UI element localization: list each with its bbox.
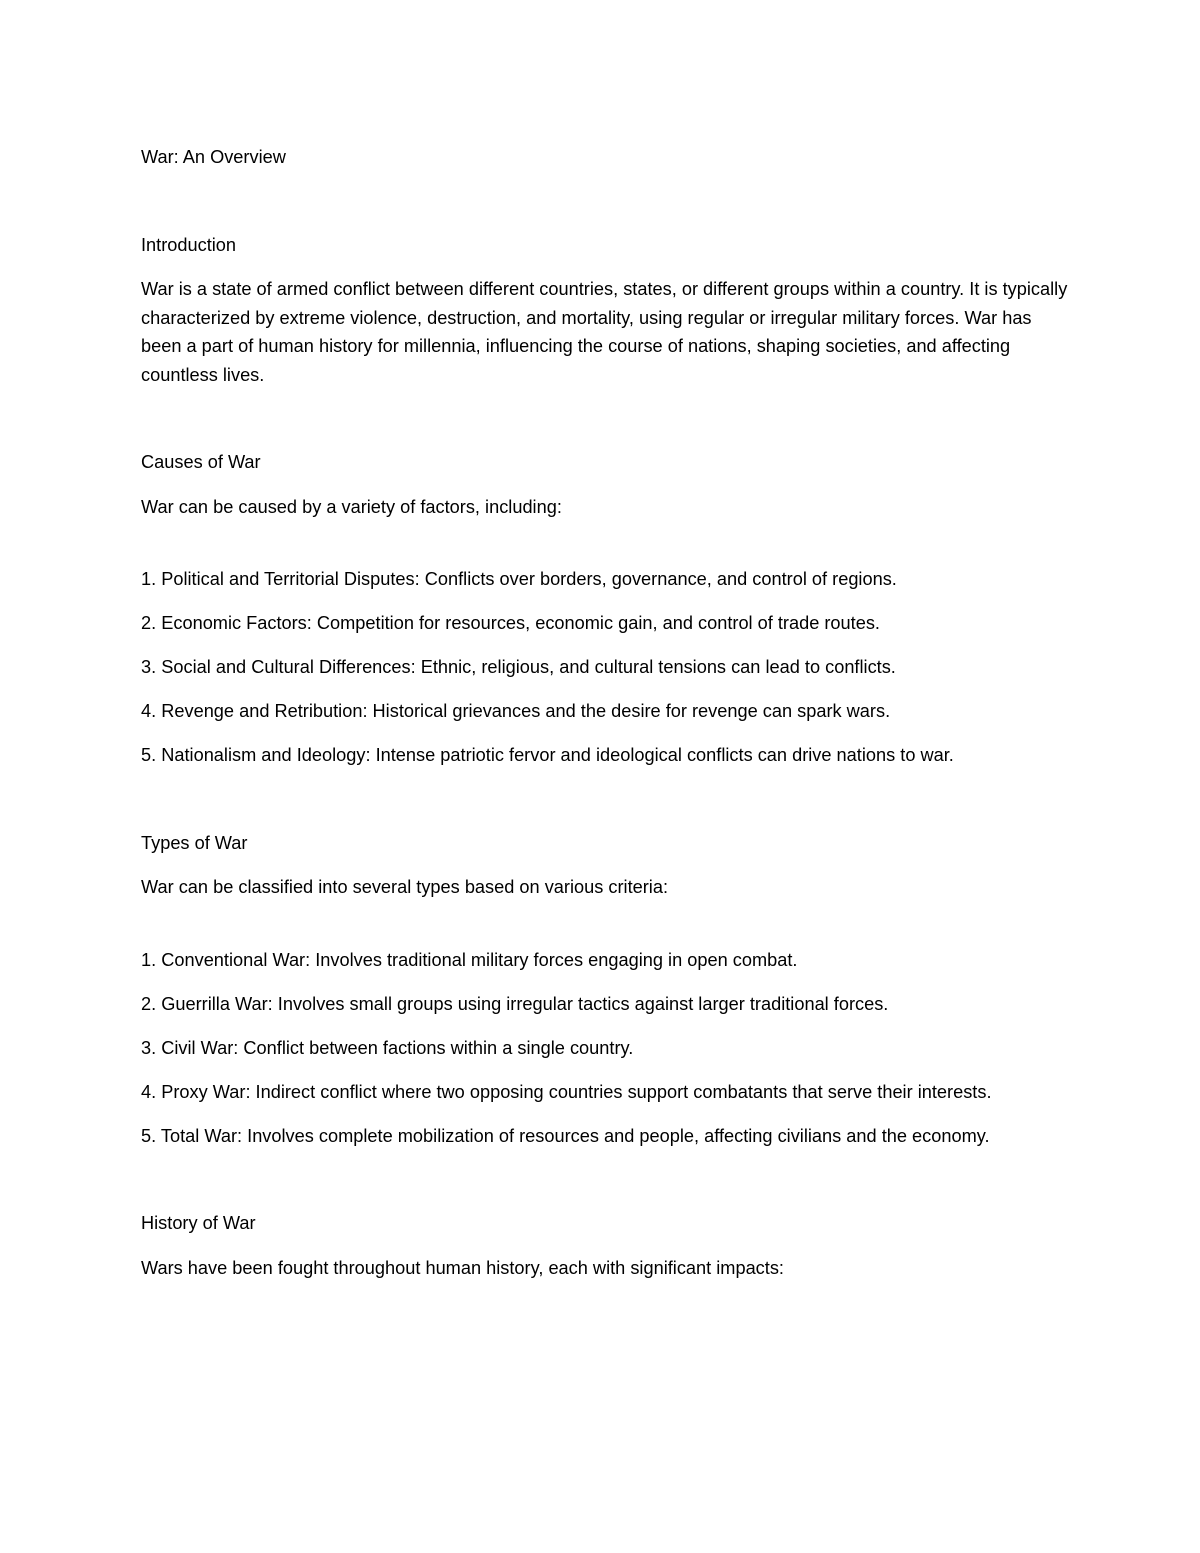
list-item [141,990,1071,1019]
introduction-paragraph: War is a state of armed conflict between different countries, states, or different groups within a country. It is typically characterized by extreme violence, destruction, and mortality, using regular or irregular military forces. War has been a part of human history for millennia, influencing the course of nations, shaping societies, and affecting countless lives. [141,279,1068,385]
section-introduction [141,231,1071,390]
list-item-text: Civil War: Conflict between factions within a single country. [161,1037,634,1058]
list-item [141,697,1071,726]
list-item-number: 2. [141,613,157,633]
section-history [141,1209,1071,1282]
list-item [141,741,1071,770]
causes-intro: War can be caused by a variety of factors, including: [141,496,562,517]
section-heading-history: History of War [141,1213,256,1233]
history-intro: Wars have been fought throughout human history, each with significant impacts: [141,1257,784,1278]
list-item-number: 1. [141,569,157,589]
list-item [141,609,1071,638]
section-causes [141,448,1071,770]
list-item-text: Social and Cultural Differences: Ethnic, religious, and cultural tensions can lead to conflicts. [161,657,896,677]
list-item-text: Guerrilla War: Involves small groups using irregular tactics against larger traditional forces. [161,993,889,1014]
list-item-number: 5. [141,745,157,765]
list-item [141,946,1071,975]
list-item [141,653,1071,682]
list-item [141,1078,1071,1107]
list-item-number: 3. [141,657,157,677]
section-heading-causes: Causes of War [141,452,261,472]
list-item-text: Proxy War: Indirect conflict where two opposing countries support combatants that serve their interests. [161,1081,992,1102]
list-item-text: Revenge and Retribution: Historical grievances and the desire for revenge can spark wars. [161,701,891,721]
list-item [141,565,1071,594]
section-types [141,829,1071,1151]
list-item-text: Economic Factors: Competition for resources, economic gain, and control of trade routes. [161,613,880,633]
list-item-number: 5. [141,1125,157,1146]
list-item-number: 3. [141,1037,157,1058]
section-heading-introduction: Introduction [141,234,237,255]
list-item-text: Conventional War: Involves traditional military forces engaging in open combat. [161,949,798,970]
types-intro: War can be classified into several types based on various criteria: [141,877,669,897]
section-heading-types: Types of War [141,832,248,853]
list-item-number: 4. [141,1081,157,1102]
causes-list [141,565,1071,770]
list-item-text: Total War: Involves complete mobilization of resources and people, affecting civilians and the economy. [160,1125,990,1146]
list-item-number: 4. [141,701,157,721]
types-list [141,946,1071,1151]
list-item [141,1034,1071,1063]
list-item-text: Political and Territorial Disputes: Conflicts over borders, governance, and control of regions. [161,569,897,589]
list-item-number: 1. [141,949,157,970]
list-item-text: Nationalism and Ideology: Intense patriotic fervor and ideological conflicts can drive nations to war. [161,745,954,765]
list-item [141,1122,1071,1151]
document-body [141,143,1071,1341]
list-item-number: 2. [141,993,157,1014]
document-title: War: An Overview [141,147,286,167]
